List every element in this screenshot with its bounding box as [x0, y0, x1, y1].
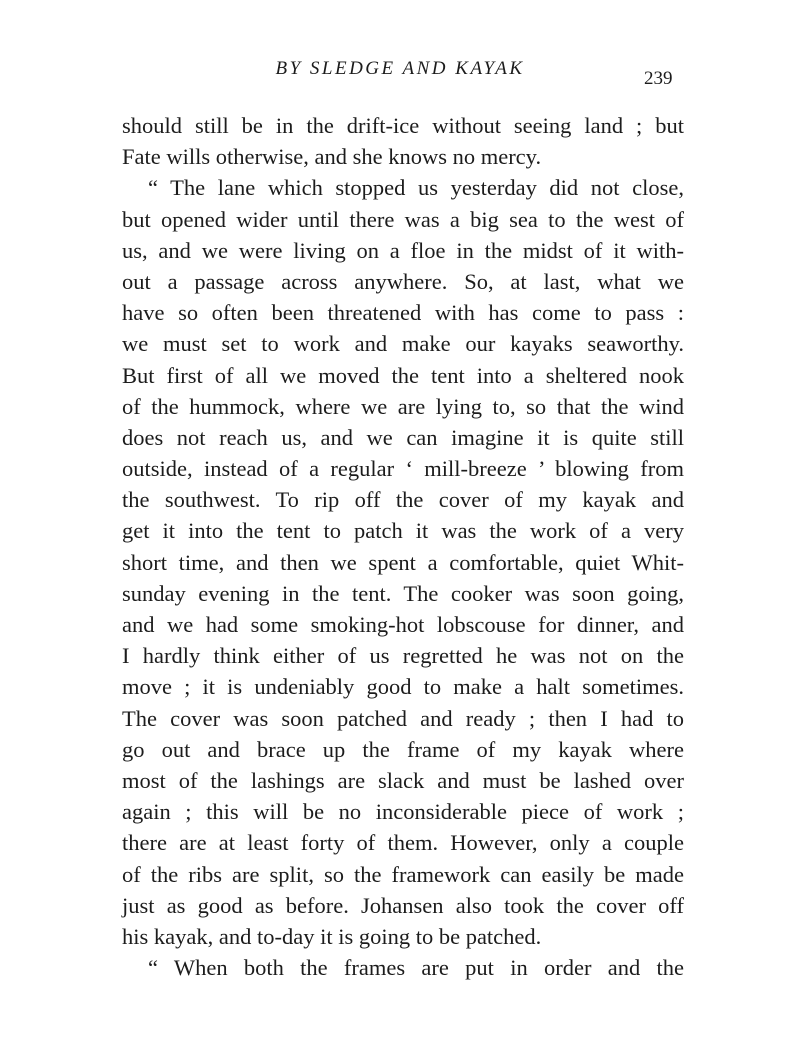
- page-number: 239: [644, 68, 673, 89]
- text-line: us, and we were living on a floe in the midst of it with-: [122, 237, 684, 263]
- text-line: have so often been threatened with has come to pass :: [122, 300, 684, 326]
- text-line: go out and brace up the frame of my kayak where: [122, 736, 684, 762]
- text-line: and we had some smoking-hot lobscouse for dinner, and: [122, 612, 684, 637]
- text-line: does not reach us, and we can imagine it is quite still: [122, 424, 684, 450]
- text-line: Fate wills otherwise, and she knows no mercy.: [122, 144, 542, 170]
- text-line: of the hummock, where we are lying to, so that the wind: [122, 393, 684, 419]
- text-line: most of the lashings are slack and must be lashed over: [122, 767, 684, 793]
- text-line: but opened wider until there was a big sea to the west of: [122, 206, 684, 232]
- text-line: move ; it is undeniably good to make a halt sometimes.: [122, 674, 684, 700]
- text-line: we must set to work and make our kayaks seaworthy.: [122, 331, 684, 357]
- body-text: [122, 110, 684, 983]
- text-line: short time, and then we spent a comfortable, quiet Whit-: [122, 549, 684, 575]
- text-line: out a passage across anywhere. So, at last, what we: [122, 268, 684, 294]
- text-line: “ When both the frames are put in order and the: [148, 955, 684, 981]
- text-line: again ; this will be no inconsiderable piece of work ;: [122, 799, 684, 825]
- text-line: But first of all we moved the tent into a sheltered nook: [122, 362, 684, 388]
- text-line: just as good as before. Johansen also took the cover off: [122, 892, 684, 918]
- text-line: of the ribs are split, so the framework can easily be made: [122, 861, 684, 887]
- running-head: BY SLEDGE AND KAYAK: [275, 58, 525, 79]
- text-line: his kayak, and to-day it is going to be patched.: [122, 923, 542, 949]
- text-line: get it into the tent to patch it was the work of a very: [122, 518, 684, 544]
- text-line: sunday evening in the tent. The cooker was soon going,: [122, 580, 684, 606]
- text-line: the southwest. To rip off the cover of my kayak and: [122, 487, 684, 513]
- text-line: The cover was soon patched and ready ; then I had to: [122, 705, 684, 731]
- text-line: there are at least forty of them. However, only a couple: [122, 830, 684, 856]
- text-line: I hardly think either of us regretted he was not on the: [122, 643, 684, 669]
- text-line: outside, instead of a regular ‘ mill-breeze ’ blowing from: [122, 456, 684, 482]
- text-line: “ The lane which stopped us yesterday did not close,: [148, 175, 684, 201]
- text-line: should still be in the drift-ice without seeing land ; but: [122, 113, 684, 138]
